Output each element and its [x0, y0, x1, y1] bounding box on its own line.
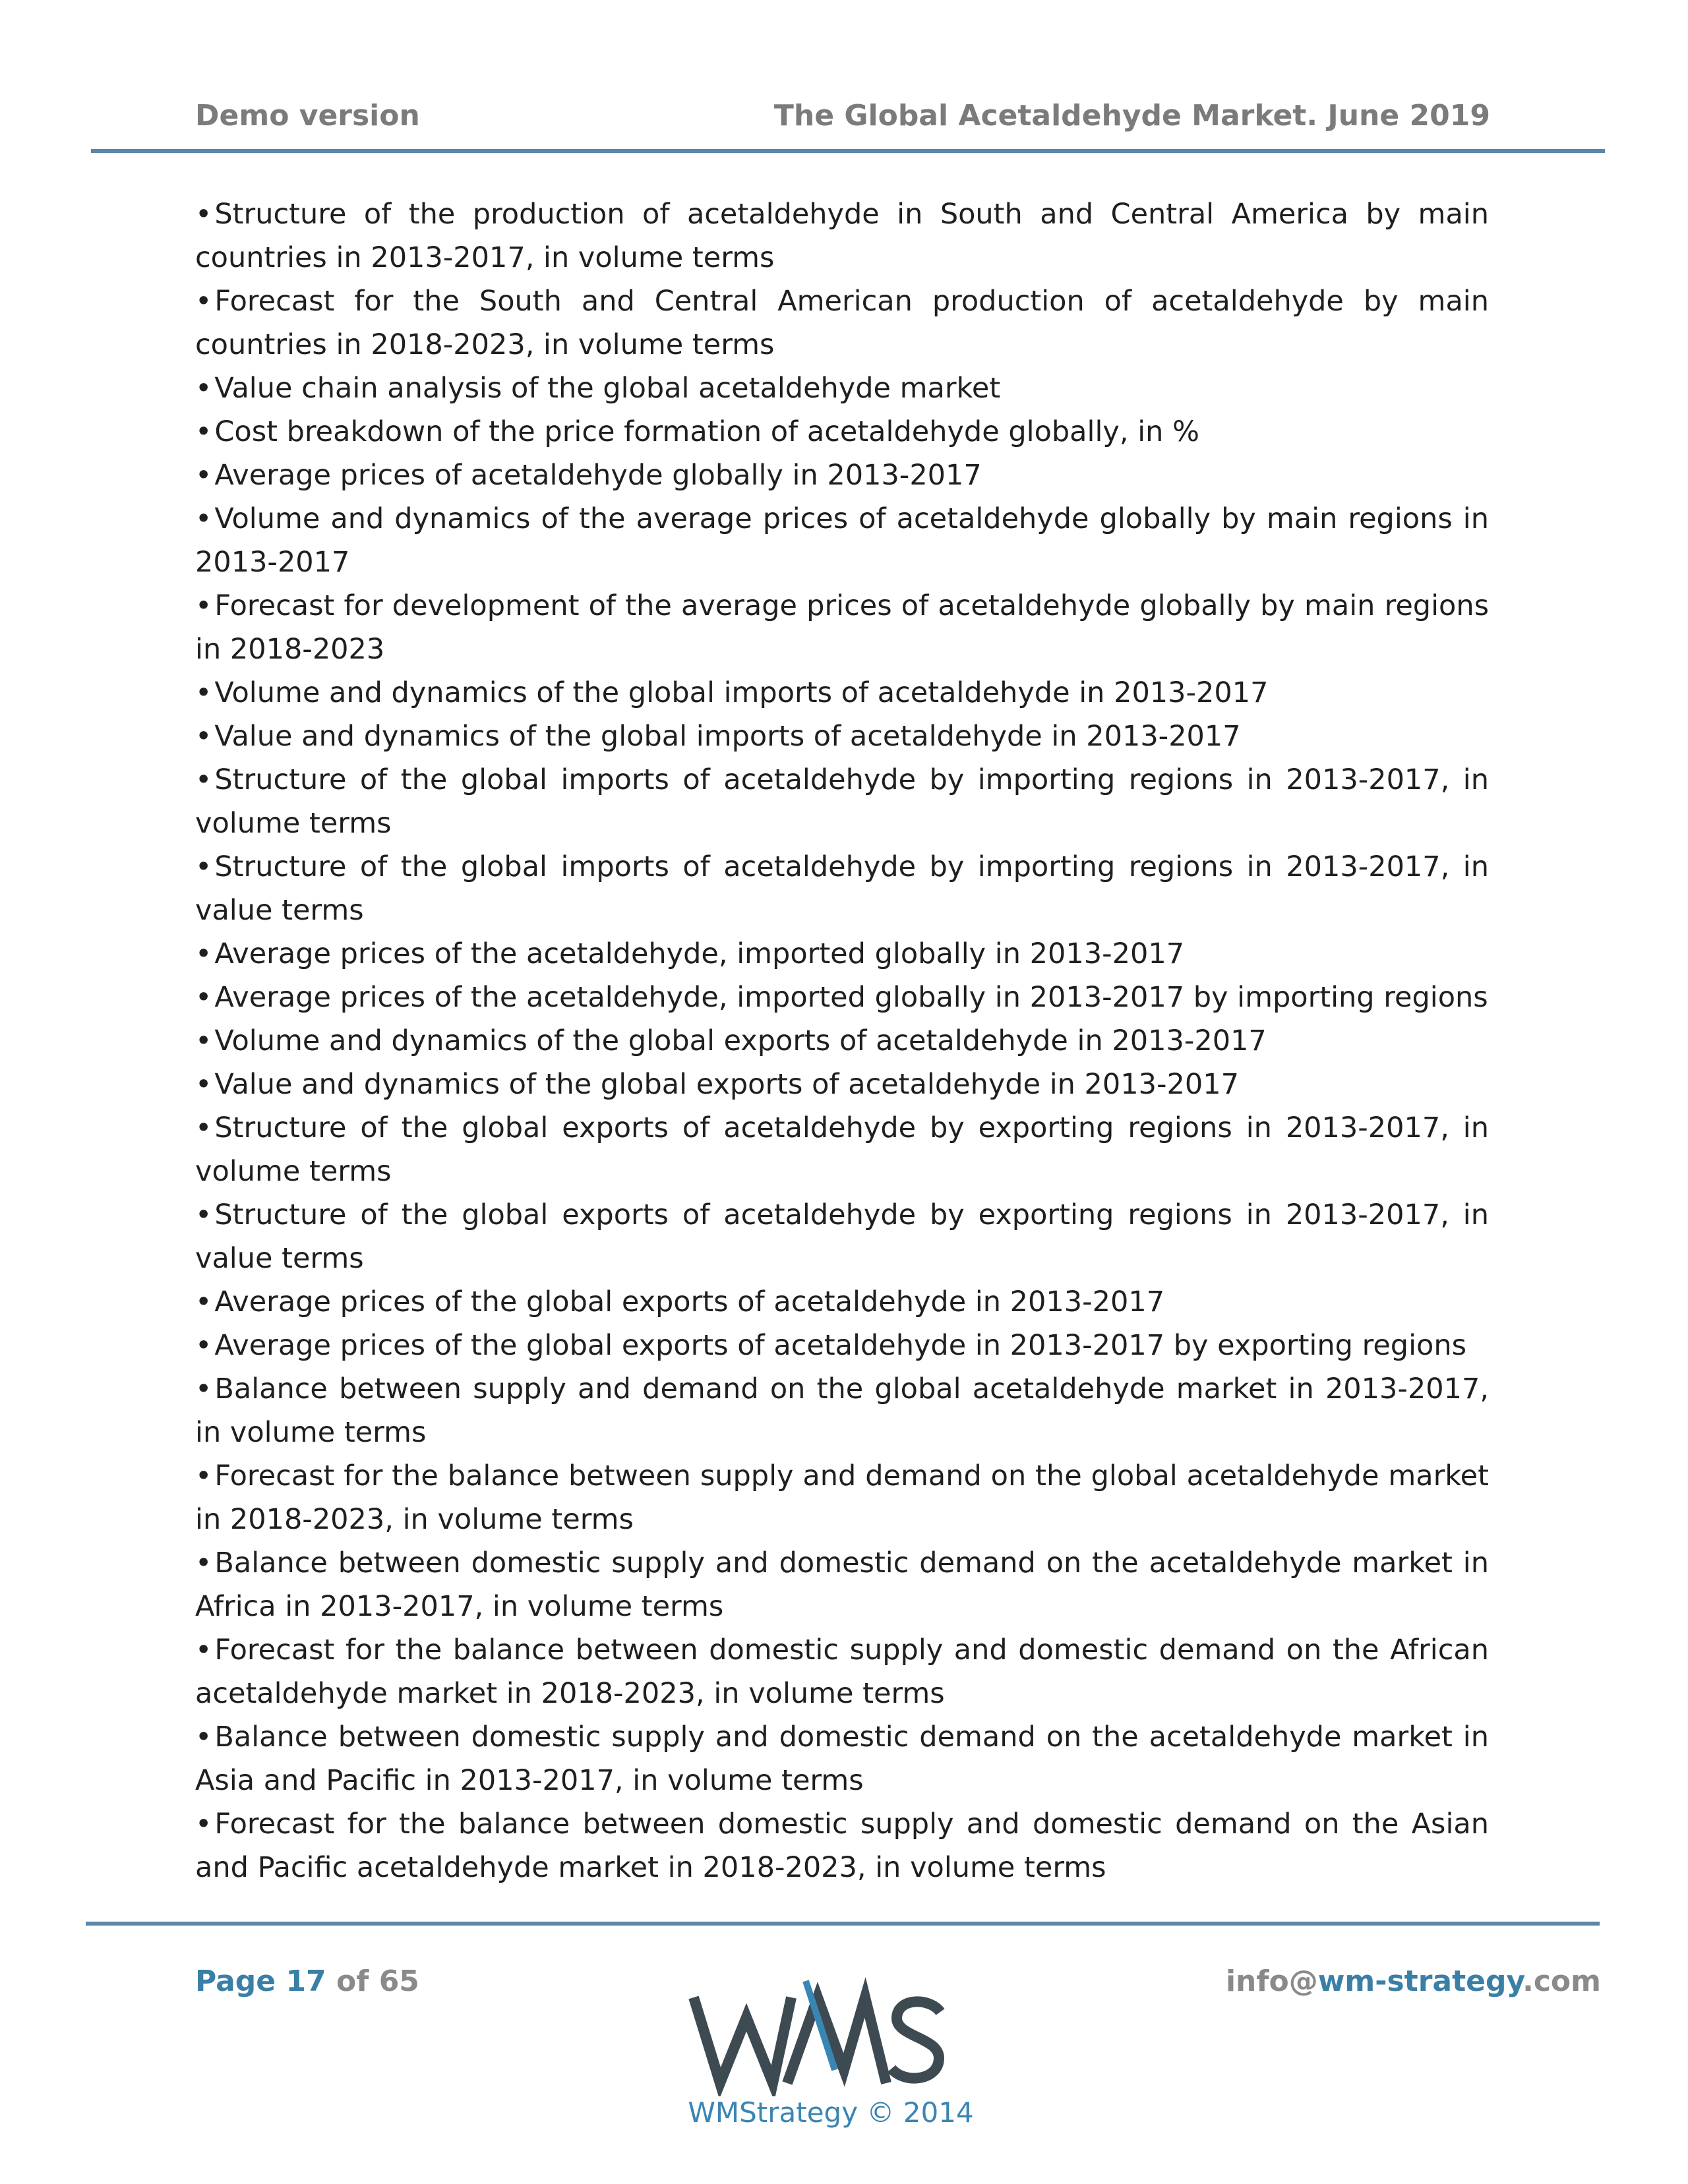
contact-email[interactable] — [1226, 1964, 1601, 1998]
bullet-icon: • — [195, 981, 212, 1014]
list-item-text: Balance between domestic supply and domestic demand on the acetaldehyde market in Asia and Pacific in 2013-2017, in volume terms — [195, 1721, 1489, 1797]
list-item-text: Average prices of the global exports of acetaldehyde in 2013-2017 by exporting regions — [214, 1329, 1466, 1362]
list-item — [195, 280, 1489, 367]
page-total: of 65 — [336, 1964, 419, 1998]
bullet-icon: • — [195, 415, 212, 448]
bullet-icon: • — [195, 1285, 212, 1318]
header-report-title: The Global Acetaldehyde Market. June 2019 — [773, 99, 1490, 133]
list-item — [195, 584, 1489, 671]
list-item-text: Forecast for the balance between domestic supply and domestic demand on the Asian and Pacific acetaldehyde market in 2018-2023, in volume terms — [195, 1808, 1489, 1884]
list-item — [195, 976, 1489, 1019]
list-item — [195, 192, 1489, 280]
page-label: Page — [195, 1964, 276, 1998]
bullet-icon: • — [195, 1721, 212, 1754]
list-item — [195, 845, 1489, 932]
list-item-text: Volume and dynamics of the average prices of acetaldehyde globally by main regions in 2013-2017 — [195, 502, 1489, 579]
header-divider — [91, 149, 1605, 153]
list-item-text: Volume and dynamics of the global imports of acetaldehyde in 2013-2017 — [214, 676, 1269, 709]
list-item-text: Value and dynamics of the global exports of acetaldehyde in 2013-2017 — [214, 1068, 1239, 1101]
bullet-icon: • — [195, 1547, 212, 1579]
header-demo-label: Demo version — [195, 99, 420, 133]
list-item — [195, 454, 1489, 497]
list-item — [195, 1715, 1489, 1802]
list-item — [195, 410, 1489, 454]
list-item-text: Volume and dynamics of the global exports of acetaldehyde in 2013-2017 — [214, 1024, 1267, 1057]
list-item — [195, 1324, 1489, 1367]
list-item — [195, 1019, 1489, 1063]
bullet-icon: • — [195, 1024, 212, 1057]
bullet-icon: • — [195, 763, 212, 796]
list-item — [195, 1063, 1489, 1106]
email-prefix: info@ — [1225, 1964, 1318, 1998]
bullet-list — [195, 192, 1489, 1889]
copyright-text: WMStrategy © 2014 — [688, 2096, 974, 2129]
wms-logo — [688, 1971, 952, 2096]
list-item — [195, 1367, 1489, 1454]
list-item-text: Structure of the global exports of acetaldehyde by exporting regions in 2013-2017, in value terms — [195, 1198, 1489, 1275]
list-item — [195, 1193, 1489, 1280]
bullet-icon: • — [195, 285, 212, 318]
list-item-text: Value and dynamics of the global imports of acetaldehyde in 2013-2017 — [214, 720, 1241, 753]
list-item-text: Cost breakdown of the price formation of acetaldehyde globally, in % — [214, 415, 1199, 448]
list-item-text: Average prices of acetaldehyde globally in 2013-2017 — [214, 459, 982, 492]
bullet-icon: • — [195, 1198, 212, 1231]
list-item-text: Forecast for the South and Central American production of acetaldehyde by main countries in 2018-2023, in volume terms — [195, 285, 1489, 361]
page-current: 17 — [286, 1964, 326, 1998]
list-item-text: Structure of the global imports of acetaldehyde by importing regions in 2013-2017, in volume terms — [195, 763, 1489, 840]
bullet-icon: • — [195, 372, 212, 405]
list-item — [195, 1280, 1489, 1324]
list-item — [195, 1802, 1489, 1889]
list-item-text: Balance between domestic supply and domestic demand on the acetaldehyde market in Africa in 2013-2017, in volume terms — [195, 1547, 1489, 1623]
list-item — [195, 1106, 1489, 1193]
footer-divider — [86, 1922, 1600, 1926]
bullet-icon: • — [195, 1068, 212, 1101]
list-item — [195, 932, 1489, 976]
list-item — [195, 367, 1489, 410]
email-domain: wm-strategy — [1317, 1964, 1523, 1998]
page-number — [195, 1964, 419, 1998]
list-item — [195, 715, 1489, 758]
bullet-icon: • — [195, 1634, 212, 1667]
bullet-icon: • — [195, 1808, 212, 1841]
list-item-text: Forecast for the balance between supply and demand on the global acetaldehyde market in 2018-2023, in volume terms — [195, 1460, 1489, 1536]
email-suffix: .com — [1522, 1964, 1601, 1998]
list-item — [195, 1628, 1489, 1715]
list-item — [195, 497, 1489, 584]
list-item-text: Forecast for the balance between domestic supply and domestic demand on the African acetaldehyde market in 2018-2023, in volume terms — [195, 1634, 1489, 1710]
bullet-icon: • — [195, 1111, 212, 1144]
bullet-icon: • — [195, 459, 212, 492]
page-header — [195, 99, 1490, 138]
bullet-icon: • — [195, 589, 212, 622]
list-item-text: Structure of the global imports of acetaldehyde by importing regions in 2013-2017, in value terms — [195, 850, 1489, 927]
list-item — [195, 671, 1489, 715]
bullet-icon: • — [195, 1329, 212, 1362]
bullet-icon: • — [195, 676, 212, 709]
list-item — [195, 1454, 1489, 1541]
list-item — [195, 1541, 1489, 1628]
list-item-text: Structure of the global exports of acetaldehyde by exporting regions in 2013-2017, in volume terms — [195, 1111, 1489, 1188]
list-item-text: Balance between supply and demand on the global acetaldehyde market in 2013-2017, in volume terms — [195, 1372, 1489, 1449]
list-item-text: Average prices of the acetaldehyde, imported globally in 2013-2017 by importing regions — [214, 981, 1488, 1014]
list-item-text: Value chain analysis of the global acetaldehyde market — [214, 372, 1001, 405]
list-item-text: Forecast for development of the average prices of acetaldehyde globally by main regions in 2018-2023 — [195, 589, 1489, 666]
list-item-text: Structure of the production of acetaldehyde in South and Central America by main countries in 2013-2017, in volume terms — [195, 198, 1489, 274]
bullet-icon: • — [195, 850, 212, 883]
list-item — [195, 758, 1489, 845]
bullet-icon: • — [195, 502, 212, 535]
list-item-text: Average prices of the global exports of acetaldehyde in 2013-2017 — [214, 1285, 1165, 1318]
bullet-icon: • — [195, 720, 212, 753]
bullet-icon: • — [195, 937, 212, 970]
bullet-icon: • — [195, 1372, 212, 1405]
list-item-text: Average prices of the acetaldehyde, imported globally in 2013-2017 — [214, 937, 1185, 970]
bullet-icon: • — [195, 1460, 212, 1492]
bullet-icon: • — [195, 198, 212, 231]
